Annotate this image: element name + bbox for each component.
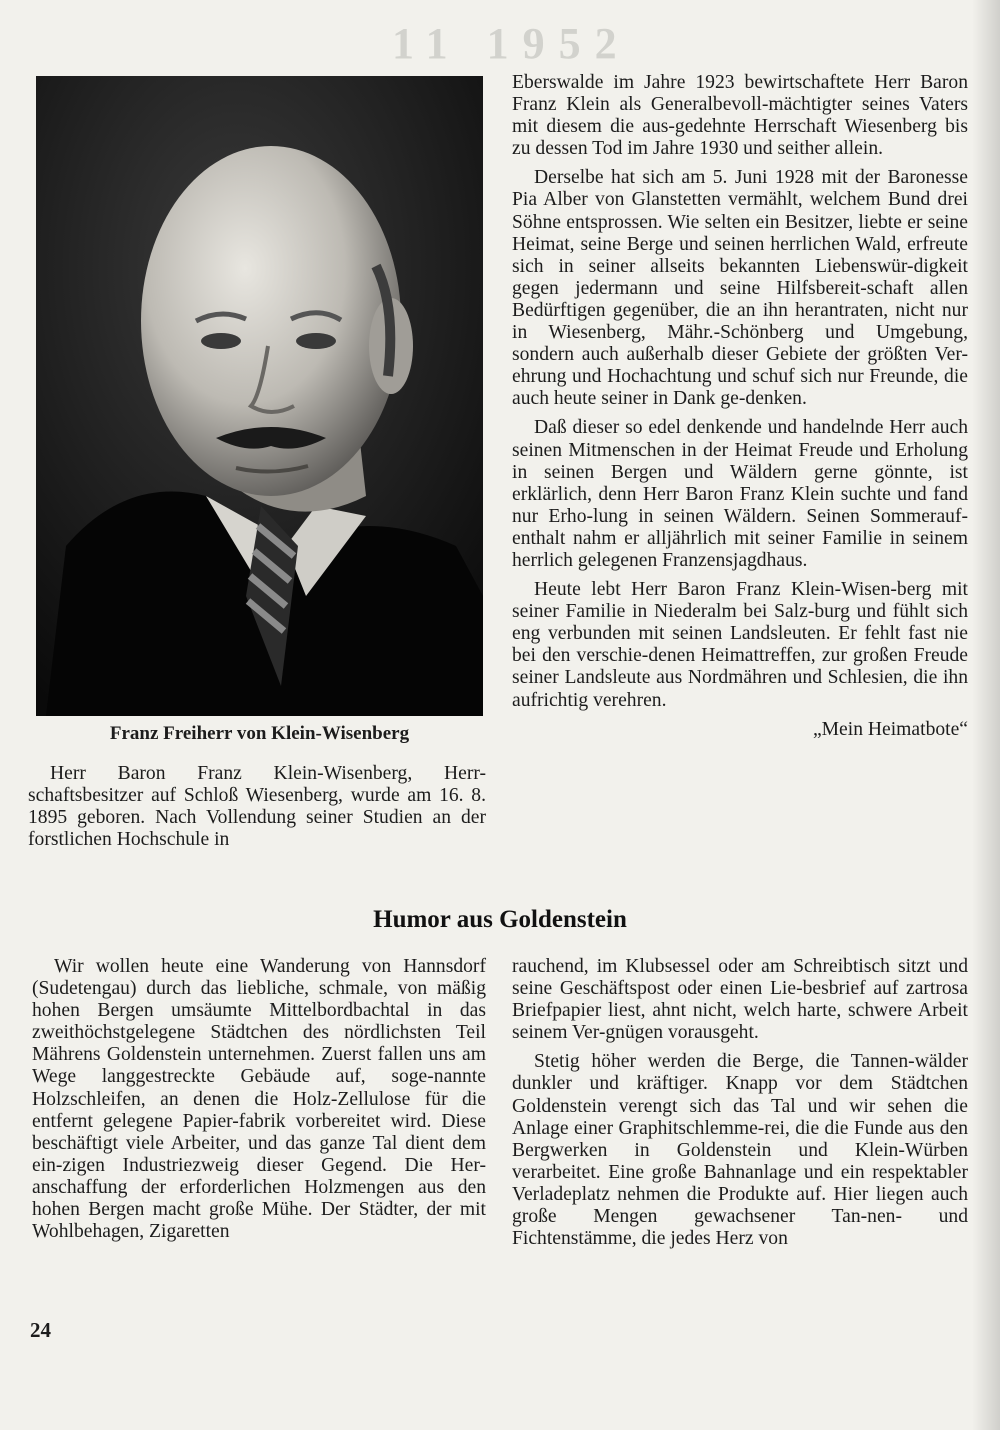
bio-paragraph: Herr Baron Franz Klein-Wisenberg, Herr-schaftsbesitzer auf Schloß Wiesenberg, wurde am 16. 8. 1895 geboren. Nach Vollendung seiner Studien an der forstlichen Hochschule in xyxy=(28,763,486,851)
bio-paragraph: Derselbe hat sich am 5. Juni 1928 mit der Baronesse Pia Alber von Glanstetten vermählt, welchem Bund drei Söhne entsprossen. Wie selten ein Besitzer, liebte er seine Heimat, seine Berge und seinen herrlichen Wald, erfreute sich in seiner allseits bekannten Liebenswür-digkeit gegen jedermann und seine Hilfsbereit-schaft allen Bedürftigen gegenüber, die an ihn herantraten, nicht nur in Wiesenberg, Mähr.-Schönberg und Umgebung, sondern auch außerhalb dieser Gebiete der größten Ver-ehrung und Hochachtung und schuf sich nur Freunde, die auch heute seiner in Dank ge-denken. xyxy=(512,167,968,410)
bio-paragraph: Daß dieser so edel denkende und handelnde Herr auch seinen Mitmenschen in der Heimat Freude und Erholung in seinen Bergen und Wäldern gerne gönnte, ist erklärlich, denn Herr Baron Franz Klein suchte und fand nur Erho-lung in seinen Wäldern. Seinen Sommerauf-enthalt nahm er alljährlich mit seiner Familie in seinem herrlich gelegenen Franzensjagdhaus. xyxy=(512,417,968,571)
photo-caption: Franz Freiherr von Klein-Wisenberg xyxy=(109,723,410,744)
article-headline: Humor aus Goldenstein xyxy=(373,906,627,933)
bio-paragraph: Heute lebt Herr Baron Franz Klein-Wisen-berg mit seiner Familie in Niederalm bei Salz-burg und fühlt sich eng verbunden mit seinen Landsleuten. Er fehlt fast nie bei den verschie-denen Heimattreffen, zur großen Freude seiner Landsleute aus Nordmähren und Schlesien, die ihn aufrichtig verehren. xyxy=(512,579,968,711)
portrait-photo xyxy=(36,76,483,716)
humor-paragraph: Wir wollen heute eine Wanderung von Hannsdorf (Sudetengau) durch das liebliche, schmale, von mäßig hohen Bergen umsäumte Mittelbordbachtal in das zweithöchstgelegene Städtchen des nördlichsten Teil Mährens Goldenstein unternehmen. Zuerst fallen uns am Wege langgestreckte Gebäude auf, soge-nannte Holzschleifen, an denen die Holz-Zellulose für die entfernt gelegene Papier-fabrik vorbereitet wird. Diese beschäftigt viele Arbeiter, und das ganze Tal dient dem ein-zigen Industriezweig dieser Gegend. Die Her-anschaffung der erforderlichen Holzmengen aus den hohen Bergen macht große Mühe. Der Städter, der mit Wohlbehagen, Zigaretten xyxy=(32,956,486,1243)
date-stamp: 11 1952 xyxy=(392,19,631,68)
page-edge-shadow xyxy=(972,0,1000,1430)
bio-column-left xyxy=(28,763,486,858)
portrait-illustration xyxy=(36,76,483,716)
bio-column-right xyxy=(512,72,968,741)
humor-column-right xyxy=(512,956,968,1257)
bio-paragraph: Eberswalde im Jahre 1923 bewirtschaftete Herr Baron Franz Klein als Generalbevoll-mächtigter seines Vaters mit diesem die aus-gedehnte Herrschaft Wiesenberg bis zu dessen Tod im Jahre 1930 und seither allein. xyxy=(512,72,968,160)
humor-column-left xyxy=(32,956,486,1250)
page-number: 24 xyxy=(30,1318,51,1342)
humor-paragraph: Stetig höher werden die Berge, die Tannen-wälder dunkler und kräftiger. Knapp vor dem Städtchen Goldenstein verengt sich das Tal und wir sehen die Anlage einer Graphitschlemme-rei, die die Funde aus den Bergwerken in Goldenstein und Klein-Würben verarbeitet. Eine große Bahnanlage und ein respektabler Verladeplatz nehmen die Produkte auf. Hier liegen auch große Mengen gewachsener Tan-nen- und Fichtenstämme, die jedes Herz von xyxy=(512,1051,968,1250)
humor-paragraph: rauchend, im Klubsessel oder am Schreibtisch sitzt und seine Geschäftspost oder einen Lie-besbrief auf zartrosa Briefpapier liest, ahnt nicht, welch harte, schwere Arbeit seinem Ver-gnügen vorausgeht. xyxy=(512,956,968,1044)
source-attribution: „Mein Heimatbote“ xyxy=(812,718,968,740)
